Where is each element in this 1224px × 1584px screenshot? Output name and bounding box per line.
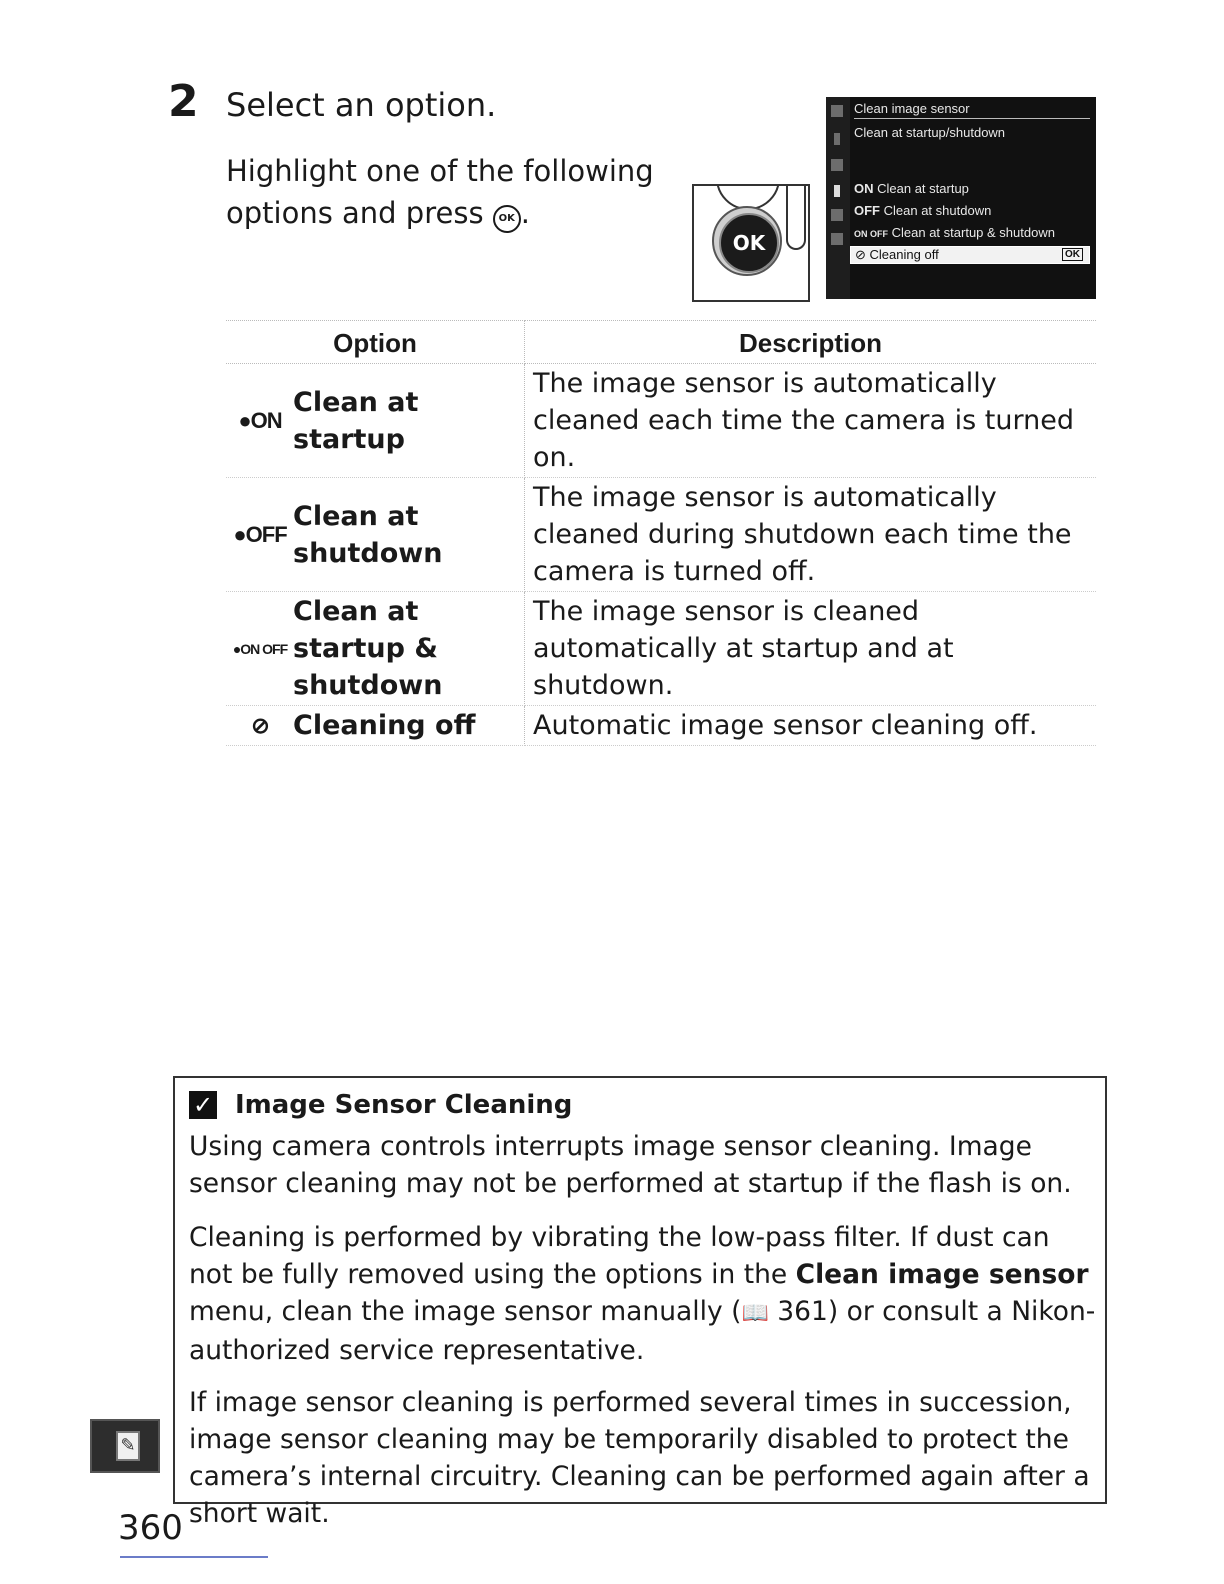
table-header-option: Option — [226, 321, 525, 364]
menu-tab-strip — [826, 97, 850, 299]
clean-startup-icon: ●ON — [238, 407, 282, 433]
no-clean-icon: ⊘ — [855, 247, 866, 262]
my-menu-icon — [831, 233, 843, 245]
book-reference-icon: 📖 — [741, 1301, 769, 1326]
retouch-menu-icon — [831, 209, 843, 221]
camera-monitor-screen — [826, 97, 1096, 299]
off-icon: OFF — [854, 203, 880, 218]
table-row — [226, 592, 1096, 706]
option-description: The image sensor is cleaned automatically at startup and at shutdown. — [525, 592, 1097, 706]
options-table — [226, 320, 1096, 746]
table-row — [226, 478, 1096, 592]
note-paragraph-3: If image sensor cleaning is performed several times in succession, image sensor cleaning may be temporarily disabled to protect the camera’s internal circuitry. Cleaning can be performed again after a short wait. — [189, 1387, 1090, 1529]
option-name: Clean at startup — [293, 386, 419, 455]
table-header-description: Description — [525, 321, 1097, 364]
step-number: 2 — [168, 76, 199, 127]
screen-option-shutdown — [854, 203, 991, 218]
screen-option-label: Clean at startup & shutdown — [891, 225, 1055, 240]
retouch-section-tab-icon: ✎ — [90, 1419, 160, 1473]
setup-menu-icon — [834, 185, 840, 197]
page-number: 360 — [118, 1508, 183, 1548]
clean-shutdown-icon: ●OFF — [233, 521, 287, 547]
page-number-underline — [120, 1556, 268, 1558]
step-title: Select an option. — [226, 86, 497, 124]
screen-option-label: Clean at startup — [877, 181, 969, 196]
caution-note-box — [173, 1076, 1107, 1529]
on-icon: ON — [854, 181, 874, 196]
caution-check-icon: ✓ — [189, 1091, 217, 1119]
custom-menu-icon — [831, 159, 843, 171]
table-row — [226, 706, 1096, 746]
clean-image-sensor-term: Clean image sensor — [795, 1259, 1089, 1290]
page-reference-link[interactable]: 361 — [777, 1296, 828, 1327]
step-body-line1: Highlight one of the following — [226, 154, 654, 188]
camera-ok-illustration — [692, 184, 810, 302]
shooting-menu-icon — [834, 133, 840, 145]
option-name: Clean at shutdown — [293, 500, 443, 569]
playback-menu-icon — [831, 105, 843, 117]
screen-option-startup — [854, 181, 969, 196]
table-header-row — [226, 321, 1096, 364]
clean-startup-shutdown-icon: ●ON OFF — [232, 640, 288, 657]
ok-button-icon: OK — [493, 205, 521, 233]
camera-body-edge — [786, 186, 806, 250]
option-name: Cleaning off — [293, 710, 476, 741]
screen-option-label: Cleaning off — [869, 247, 939, 262]
screen-subheader: Clean at startup/shutdown — [854, 125, 1006, 140]
step-body-line2: options and press — [226, 196, 484, 230]
option-description: The image sensor is automatically cleaned each time the camera is turned on. — [525, 364, 1097, 478]
step-body-end: . — [520, 196, 530, 230]
screen-option-label: Clean at shutdown — [883, 203, 992, 218]
screen-option-cleaning-off — [850, 246, 1090, 264]
table-row — [226, 364, 1096, 478]
note-title: Image Sensor Cleaning — [235, 1090, 573, 1120]
option-description: The image sensor is automatically cleaned during shutdown each time the camera is turned off. — [525, 478, 1097, 592]
option-description: Automatic image sensor cleaning off. — [525, 706, 1097, 746]
note-paragraph-2: Cleaning is performed by vibrating the low-pass filter. If dust can not be fully removed using the options in the Clean image sensor menu, clean the image sensor manually (📖 361) or consult a Nikon-authorized service representative. — [189, 1222, 1096, 1366]
ok-badge: OK — [1062, 248, 1083, 261]
ok-button: OK — [719, 213, 779, 273]
option-name: Clean at startup & shutdown — [293, 596, 443, 701]
cleaning-off-icon: ⊘ — [251, 712, 269, 738]
screen-option-startup-shutdown — [854, 225, 1055, 240]
note-paragraph-1: Using camera controls interrupts image sensor cleaning. Image sensor cleaning may not be performed at startup if the flash is on. — [189, 1131, 1072, 1199]
on-off-icon: ON OFF — [854, 229, 888, 239]
step-body — [226, 150, 686, 234]
screen-header: Clean image sensor — [854, 101, 1090, 119]
